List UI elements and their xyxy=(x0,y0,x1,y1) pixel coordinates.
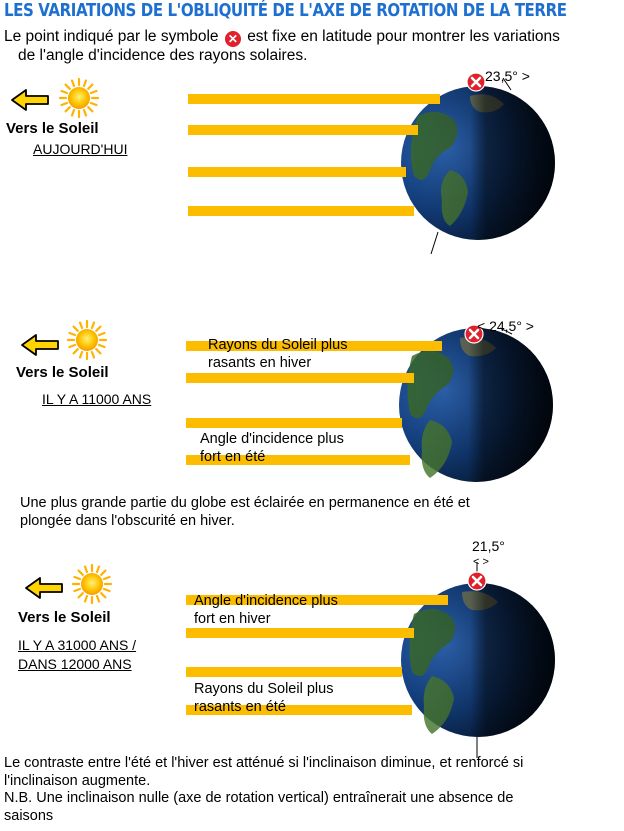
tilt-arrows: < > xyxy=(473,556,489,568)
sun-ray xyxy=(186,418,402,428)
sun-ray xyxy=(188,206,414,216)
era-label: IL Y A 31000 ANS / DANS 12000 ANS xyxy=(18,637,137,672)
intro-before: Le point indiqué par le symbole xyxy=(4,28,219,45)
panel-2-note: Une plus grande partie du globe est éclairée en permanence en été et plongée dans l'obscurité en hiver. xyxy=(20,495,470,529)
axis-bottom-1 xyxy=(431,232,438,254)
sun-direction-label: Vers le Soleil xyxy=(6,120,99,137)
sun-ray xyxy=(188,125,418,135)
era-label: IL Y A 11000 ANS xyxy=(42,391,152,407)
arrow-left-icon xyxy=(26,578,62,598)
tilt-angle: < 24,5° > xyxy=(477,318,534,334)
beam-caption-top: Rayons du Soleil plus rasants en hiver xyxy=(208,337,348,371)
page-title: LES VARIATIONS DE L'OBLIQUITÉ DE L'AXE DE ROTATION DE LA TERRE xyxy=(4,1,567,21)
sun-icon xyxy=(73,565,111,603)
marker-icon xyxy=(467,73,485,91)
era-label: AUJOURD'HUI xyxy=(33,141,128,157)
sun-direction-label: Vers le Soleil xyxy=(18,609,111,626)
earth-globe-3 xyxy=(401,583,555,737)
earth-globe-2 xyxy=(399,328,553,482)
beam-caption-top: Angle d'incidence plus fort en hiver xyxy=(194,593,338,627)
earth-globe-1 xyxy=(401,86,555,240)
sun-ray xyxy=(188,167,406,177)
tilt-angle: 21,5° xyxy=(472,538,505,554)
footer-text: Le contraste entre l'été et l'hiver est atténué si l'inclinaison diminue, et renforcé si l'inclinaison augmente. N.B. Une inclinaison nulle (axe de rotation vertical) entraînerait une absence de saisons xyxy=(4,755,524,824)
sun-ray xyxy=(186,373,414,383)
tilt-angle: 23,5° > xyxy=(485,68,530,84)
sun-icon xyxy=(68,321,106,359)
arrow-left-icon xyxy=(22,335,58,355)
arrow-left-icon xyxy=(12,90,48,110)
intro-after: est fixe en latitude pour montrer les variations xyxy=(247,28,560,45)
sun-ray xyxy=(186,628,414,638)
sun-ray xyxy=(188,94,440,104)
beam-caption-bottom: Angle d'incidence plus fort en été xyxy=(200,431,344,465)
sun-ray xyxy=(186,667,402,677)
intro-line2: de l'angle d'incidence des rayons solaires. xyxy=(18,47,308,64)
marker-icon xyxy=(468,572,486,590)
marker-icon: ✕ xyxy=(225,31,241,47)
sun-icon xyxy=(60,79,98,117)
beam-caption-bottom: Rayons du Soleil plus rasants en été xyxy=(194,681,334,715)
sun-direction-label: Vers le Soleil xyxy=(16,364,109,381)
